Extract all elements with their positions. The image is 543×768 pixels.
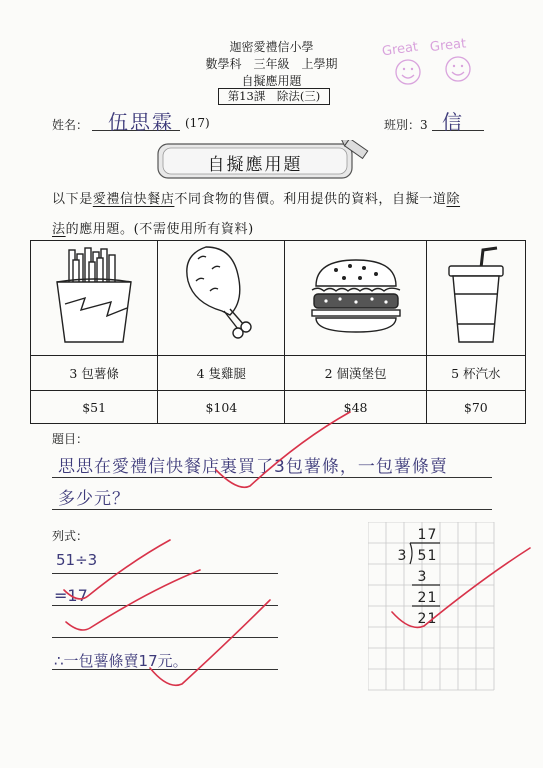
menu-item-price: $70 bbox=[426, 391, 525, 424]
quotient-digit: 1 bbox=[417, 527, 427, 543]
student-number: (17) bbox=[185, 116, 210, 130]
class-label: 班別：3 bbox=[384, 118, 428, 132]
check-mark bbox=[216, 412, 350, 487]
subtract-digit: 3 bbox=[417, 569, 427, 585]
menu-item-price: $48 bbox=[285, 391, 426, 424]
menu-item-name: 5 杯汽水 bbox=[426, 356, 525, 391]
menu-item-price: $51 bbox=[31, 391, 158, 424]
intro-text: 以下是 bbox=[52, 192, 93, 207]
dividend-digit: 5 bbox=[417, 548, 427, 564]
intro-text: 不同食物的售價。利用提供的資料，自擬一道 bbox=[174, 192, 447, 207]
menu-item-price: $104 bbox=[158, 391, 285, 424]
great-stamp-text: Great bbox=[381, 39, 420, 60]
menu-item-name: 3 包薯條 bbox=[31, 356, 158, 391]
division-word: 法 bbox=[52, 222, 66, 237]
school-name: 迦密愛禮信小學 bbox=[229, 40, 314, 54]
working-step-2: =17 bbox=[54, 586, 88, 605]
divisor-digit: 3 bbox=[397, 548, 407, 564]
division-word: 除 bbox=[446, 192, 461, 207]
student-name: 伍思霖 bbox=[108, 110, 174, 134]
menu-item-name: 2 個漢堡包 bbox=[285, 356, 426, 391]
subtract-digit: 1 bbox=[427, 611, 437, 627]
menu-item-name: 4 隻雞腿 bbox=[158, 356, 285, 391]
great-stamp-text: Great bbox=[429, 36, 467, 56]
quotient-digit: 7 bbox=[427, 527, 437, 543]
check-mark bbox=[150, 600, 270, 685]
name-label: 姓名： bbox=[52, 118, 89, 132]
dividend-digit: 1 bbox=[427, 548, 437, 564]
worksheet-title: 自擬應用題 bbox=[241, 74, 302, 88]
banner-title: 自擬應用題 bbox=[207, 155, 303, 175]
working-step-1: 51÷3 bbox=[56, 551, 98, 569]
question-answer-line-2: 多少元？ bbox=[58, 489, 130, 509]
subject-line: 數學科 三年級 上學期 bbox=[205, 57, 338, 71]
subtract-digit: 2 bbox=[417, 611, 427, 627]
working-conclusion: ∴一包薯條賣17元。 bbox=[54, 652, 188, 670]
question-answer-line-1: 思思在愛禮信快餐店裏買了3包薯條，一包薯條賣 bbox=[58, 457, 448, 477]
class-value: 信 bbox=[442, 110, 462, 134]
question-label: 題目： bbox=[52, 432, 89, 446]
lesson-box: 第13課 除法(三) bbox=[218, 88, 330, 105]
check-mark bbox=[66, 570, 200, 630]
intro-text: 的應用題。(不需使用所有資料) bbox=[65, 222, 254, 237]
shop-name: 愛禮信快餐店 bbox=[92, 192, 175, 207]
remainder-digit: 2 bbox=[417, 590, 427, 606]
check-mark bbox=[64, 540, 170, 599]
check-mark bbox=[392, 548, 530, 627]
remainder-digit: 1 bbox=[427, 590, 437, 606]
working-label: 列式： bbox=[52, 529, 89, 543]
